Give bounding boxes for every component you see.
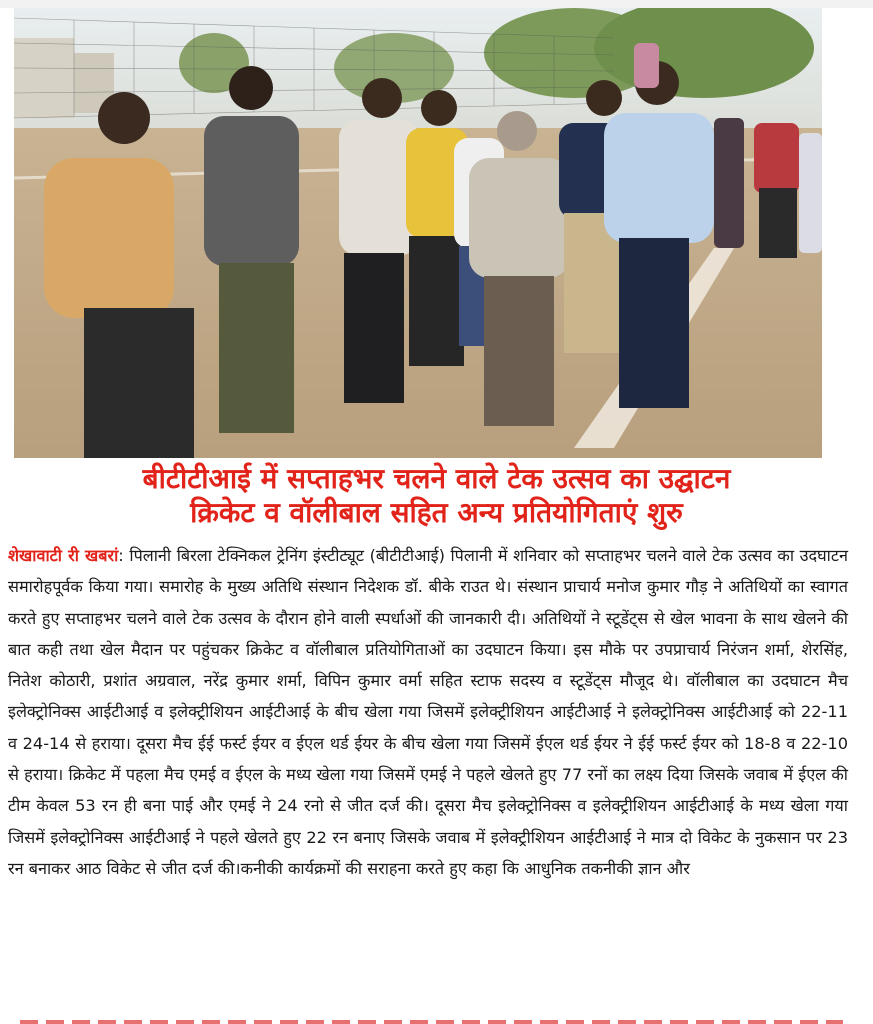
headline xyxy=(0,462,873,530)
headline-line-1: बीटीटीआई में सप्ताहभर चलने वाले टेक उत्सव का उद्घाटन xyxy=(142,462,731,495)
article-body xyxy=(8,540,848,884)
headline-line-2: क्रिकेट व वॉलीबाल सहित अन्य प्रतियोगिताएं शुरु xyxy=(190,496,683,529)
news-photo xyxy=(14,8,822,458)
dateline-separator: : xyxy=(118,546,124,565)
dateline: शेखावाटी री खबरां xyxy=(8,546,119,565)
article-text: पिलानी बिरला टेक्निकल ट्रेनिंग इंस्टीट्यूट (बीटीटीआई) पिलानी में शनिवार को सप्ताहभर चलने वाले टेक उत्सव का उदघाटन समारोहपूर्वक किया गया। समारोह के मुख्य अतिथि संस्थान निदेशक डॉ. बीके राउत थे। संस्थान प्राचार्य मनोज कुमार गौड़ ने अतिथियों का स्वागत करते हुए सप्ताहभर चलने वाले टेक उत्सव के दौरान होने वाली स्पर्धाओं की जानकारी दी। अतिथियों ने स्टूडेंट्स से खेल भावना के साथ खेलने की बात कही तथा खेल मैदान पर पहुंचकर क्रिकेट व वॉलीबाल प्रतियोगिताओं का उदघाटन किया। इस मौके पर उपप्राचार्य निरंजन शर्मा, शेरसिंह, नितेश कोठारी, प्रशांत अग्रवाल, नरेंद्र कुमार शर्मा, विपिन कुमार वर्मा सहित स्टाफ सदस्य व स्टूडेंट्स मौजूद थे। वॉलीबाल का उदघाटन मैच इलेक्ट्रोनिक्स आईटीआई व इलेक्ट्रीशियन आईटीआई के बीच खेला गया जिसमें इलेक्ट्रीशियन आईटीआई ने इलेक्ट्रोनिक्स आईटीआई को 22-11 व 24-14 से हराया। दूसरा मैच ईई फर्स्ट ईयर व ईएल थर्ड ईयर के बीच खेला गया जिसमें ईएल थर्ड ईयर ने ईई फर्स्ट ईयर को 18-8 व 22-10 से हराया। क्रिकेट में पहला मैच एमई व ईएल के मध्य खेला गया जिसमें एमई ने पहले खेलते हुए 77 रनों का लक्ष्य दिया जिसके जवाब में ईएल की टीम केवल 53 रन ही बना पाई और एमई ने 24 रनो से जीत दर्ज की। दूसरा मैच इलेक्ट्रोनिक्स व इलेक्ट्रीशियन आईटीआई के मध्य खेला गया जिसमें इलेक्ट्रोनिक्स आईटीआई ने पहले खेलते हुए 22 रन बनाए जिसके जवाब में इलेक्ट्रीशियन आईटीआई ने मात्र दो विकेट के नुकसान पर 23 रन बनाकर आठ विकेट से जीत दर्ज की।कनीकी कार्यक्रमों की सराहना करते हुए कहा कि आधुनिक तकनीकी ज्ञान और xyxy=(8,546,849,878)
bottom-clipped-strip xyxy=(0,1014,873,1024)
top-clipped-strip xyxy=(0,0,873,8)
photo-illustration xyxy=(14,8,822,458)
